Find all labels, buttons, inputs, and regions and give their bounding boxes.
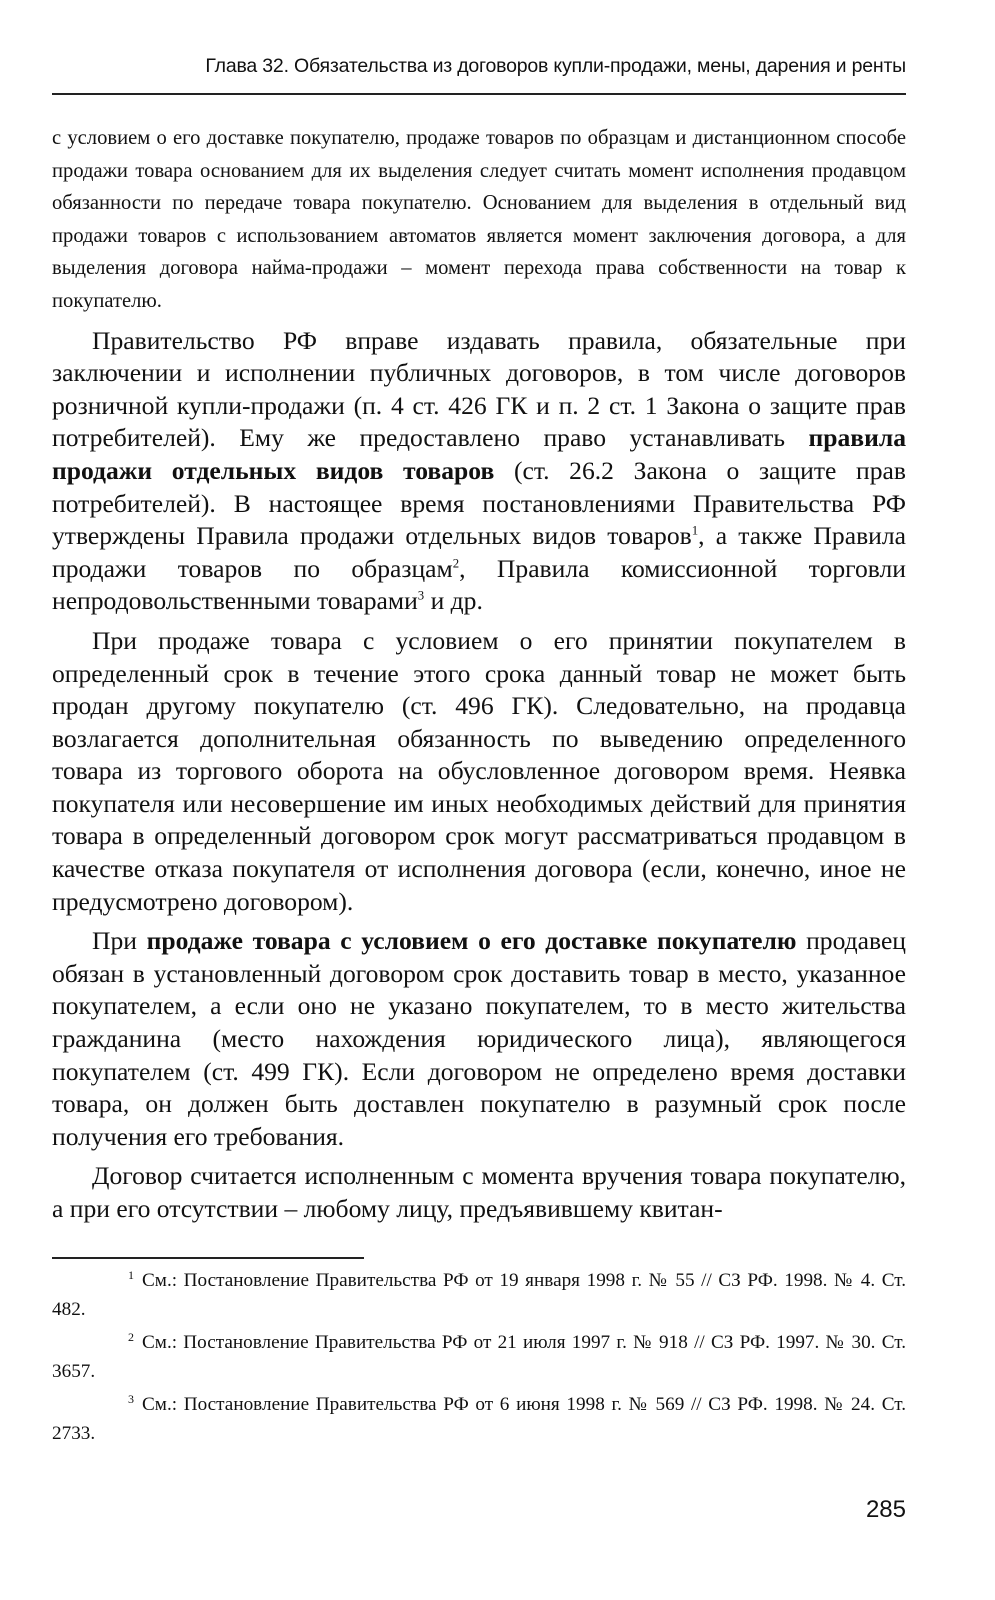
text-run: и др. (424, 586, 483, 616)
footnotes (52, 1266, 906, 1452)
text-run: Правительство РФ вправе издавать правила, обязательные при заключении и исполнении публичных договоров, в том числе договоров розничной купли-продажи (п. 4 ст. 426 ГК и п. 2 ст. 1 Закона о защите прав потребителей). Ему же предоставлено право устанавливать (52, 325, 906, 453)
footnote-2: 2 См.: Постановление Правительства РФ от 21 июля 1997 г. № 918 // СЗ РФ. 1997. № 30. Ст. 3657. (52, 1330, 906, 1382)
footnote-text: См.: Постановление Правительства РФ от 21 июля 1997 г. № 918 // СЗ РФ. 1997. № 30. Ст. 3657. (52, 1332, 906, 1382)
footnote-ref-3: 3 (417, 588, 425, 603)
text-run: продавец обязан в установленный договором срок доставить товар в место, указанное покупателем, а если оно не указано покупателем, то в место жительства гражданина (место нахождения юридического лица), являющегося покупателем (ст. 499 ГК). Если договором не определено время доставки товара, он должен быть доставлен покупателю в разумный срок после получения его требования. (52, 926, 907, 1151)
footnote-ref-2: 2 (452, 556, 460, 571)
paragraph-acceptance-term: При продаже товара с условием о его принятии покупателем в определенный срок в течение этого срока данный товар не может быть продан другому покупателю (ст. 496 ГК). Следовательно, на продавца возлагается дополнительная обязанность по выведению определенного товара из торгового оборота на обусловленное договором время. Неявка покупателя или несовершение им иных необходимых действий для принятия товара в определенный договором срок могут рассматриваться продавцом в качестве отказа покупателя от исполнения договора (если, конечно, иное не предусмотрено договором). (52, 625, 906, 916)
paragraph-delivery (52, 925, 906, 1153)
footnote-ref-1: 1 (691, 523, 699, 538)
text-run: , а также Правила продажи товаров по образцам (52, 521, 906, 583)
bold-term: продаже товара с условием о его доставке покупателю (146, 926, 797, 956)
text-run: При (92, 926, 147, 956)
bold-term: правила продажи отдельных видов товаров (52, 423, 906, 485)
footnote-rule (52, 1257, 364, 1259)
running-head: Глава 32. Обязательства из договоров купли-продажи, мены, дарения и ренты (205, 55, 906, 77)
footnote-text: См.: Постановление Правительства РФ от 19 января 1998 г. № 55 // СЗ РФ. 1998. № 4. Ст. 482. (52, 1270, 906, 1320)
footnote-text: См.: Постановление Правительства РФ от 6 июня 1998 г. № 569 // СЗ РФ. 1998. № 24. Ст. 2733. (52, 1394, 906, 1444)
text-run: (ст. 26.2 Закона о защите прав потребителей). В настоящее время постановлениями Правительства РФ утверждены Правила продажи отдельных видов товаров (52, 455, 906, 551)
footnote-1: 1 См.: Постановление Правительства РФ от 19 января 1998 г. № 55 // СЗ РФ. 1998. № 4. Ст. 482. (52, 1268, 906, 1320)
footnote-3: 3 См.: Постановление Правительства РФ от 6 июня 1998 г. № 569 // СЗ РФ. 1998. № 24. Ст. 2733. (52, 1392, 906, 1444)
paragraph-continuation: с условием о его доставке покупателю, продаже товаров по образцам и дистанционном способе продажи товара основанием для их выделения следует считать момент исполнения продавцом обязанности по передаче товара покупателю. Основанием для выделения в отдельный вид продажи товаров с использованием автоматов является момент заключения договора, а для выделения договора найма-продажи – момент перехода права собственности на товар к покупателю. (52, 127, 906, 312)
paragraph-fulfillment: Договор считается исполненным с момента вручения товара покупателю, а при его отсутствии – любому лицу, предъявившему квитан- (52, 1161, 906, 1223)
page-number: 285 (865, 1496, 906, 1523)
text-run: , Правила комиссионной торговли непродовольственными товарами (52, 553, 906, 616)
body-text (52, 122, 906, 1226)
header-rule (52, 93, 906, 95)
paragraph-government-rules (52, 325, 906, 618)
